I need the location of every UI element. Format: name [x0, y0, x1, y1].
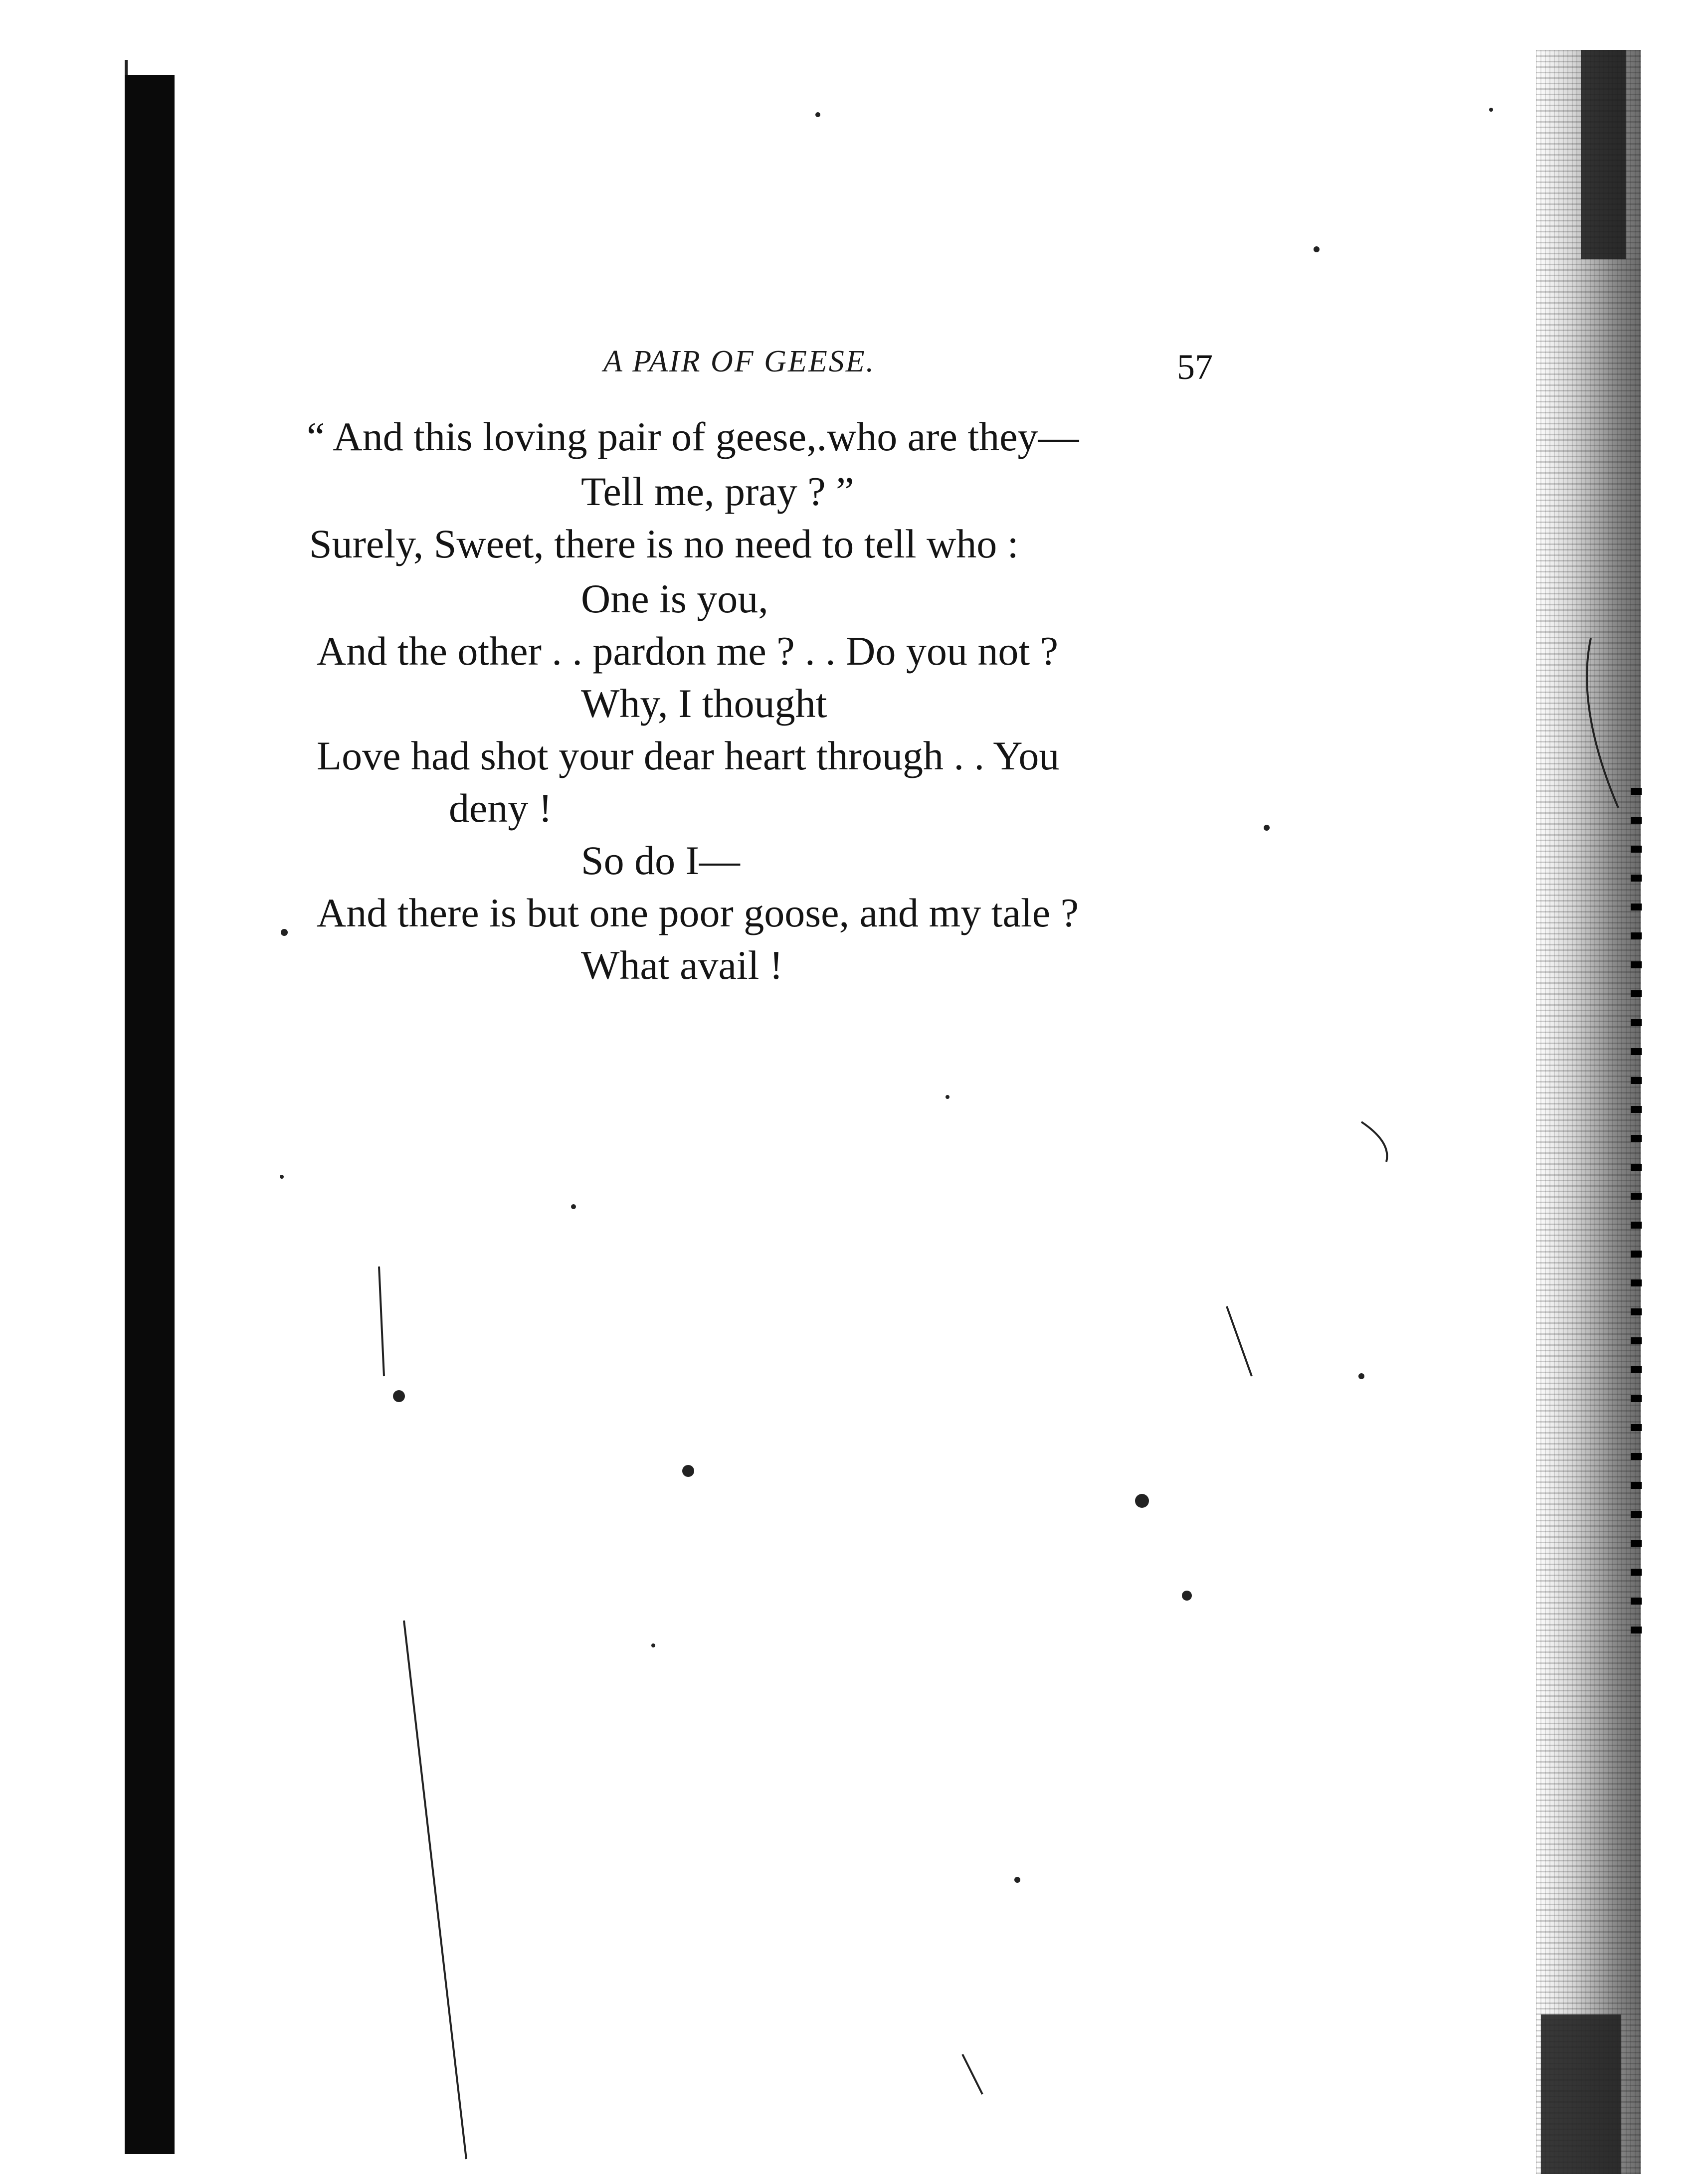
- poem-line: Why, I thought: [581, 681, 827, 726]
- poem-line: What avail !: [581, 942, 783, 988]
- running-head: A PAIR OF GEESE.: [603, 345, 876, 378]
- poem-line: “ And this loving pair of geese,.who are they—: [307, 414, 1079, 459]
- page-number: 57: [1177, 347, 1213, 387]
- poem-line: Tell me, pray ? ”: [581, 469, 854, 514]
- poem-line: deny !: [449, 785, 553, 831]
- poem-line: And the other . . pardon me ? . . Do you not ?: [317, 628, 1059, 674]
- poem-line: One is you,: [581, 576, 768, 621]
- poem-line: And there is but one poor goose, and my tale ?: [317, 890, 1079, 935]
- poem-line: Love had shot your dear heart through . . You: [317, 733, 1060, 778]
- poem-line: So do I—: [581, 838, 740, 883]
- poem-line: Surely, Sweet, there is no need to tell who :: [309, 521, 1019, 566]
